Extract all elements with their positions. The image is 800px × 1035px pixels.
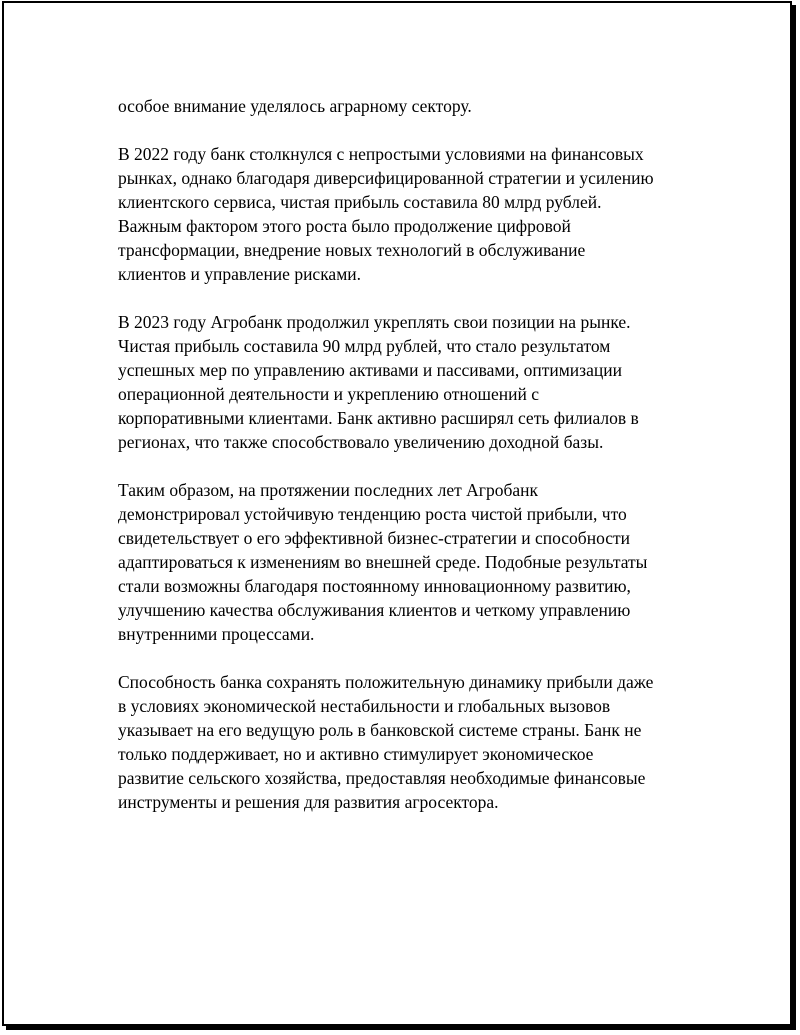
- text-line: Чистая прибыль составила 90 млрд рублей, что стало результатом: [118, 336, 611, 356]
- text-line: в условиях экономической нестабильности и глобальных вызовов: [118, 696, 611, 716]
- paragraph-2: [118, 142, 698, 286]
- text-line: указывает на его ведущую роль в банковской системе страны. Банк не: [118, 720, 642, 740]
- text-line: успешных мер по управлению активами и пассивами, оптимизации: [118, 360, 622, 380]
- text-line: адаптироваться к изменениям во внешней среде. Подобные результаты: [118, 552, 648, 572]
- text-line: корпоративными клиентами. Банк активно расширял сеть филиалов в: [118, 408, 639, 428]
- text-line: только поддерживает, но и активно стимулирует экономическое: [118, 744, 594, 764]
- document-body: [118, 94, 698, 838]
- paragraph-4: [118, 478, 698, 646]
- text-line: Важным фактором этого роста было продолжение цифровой: [118, 216, 571, 236]
- text-line: демонстрировал устойчивую тенденцию роста чистой прибыли, что: [118, 504, 627, 524]
- paragraph-5: [118, 670, 698, 814]
- text-line: стали возможны благодаря постоянному инновационному развитию,: [118, 576, 631, 596]
- paragraph-1: [118, 94, 698, 118]
- text-line: клиентского сервиса, чистая прибыль составила 80 млрд рублей.: [118, 192, 602, 212]
- text-line: операционной деятельности и укреплению отношений с: [118, 384, 539, 404]
- text-line: внутренними процессами.: [118, 624, 315, 644]
- text-line: улучшению качества обслуживания клиентов и четкому управлению: [118, 600, 631, 620]
- paragraph-3: [118, 310, 698, 454]
- text-line: В 2022 году банк столкнулся с непростыми условиями на финансовых: [118, 144, 644, 164]
- text-line: рынках, однако благодаря диверсифицированной стратегии и усилению: [118, 168, 654, 188]
- text-line: Таким образом, на протяжении последних лет Агробанк: [118, 480, 538, 500]
- text-line: развитие сельского хозяйства, предоставляя необходимые финансовые: [118, 768, 646, 788]
- text-line: трансформации, внедрение новых технологий в обслуживание: [118, 240, 586, 260]
- text-line: регионах, что также способствовало увеличению доходной базы.: [118, 432, 604, 452]
- text-line: В 2023 году Агробанк продолжил укреплять свои позиции на рынке.: [118, 312, 631, 332]
- text-line: особое внимание уделялось аграрному сектору.: [118, 96, 472, 116]
- text-line: клиентов и управление рисками.: [118, 264, 362, 284]
- text-line: Способность банка сохранять положительную динамику прибыли даже: [118, 672, 654, 692]
- text-line: свидетельствует о его эффективной бизнес-стратегии и способности: [118, 528, 631, 548]
- text-line: инструменты и решения для развития агросектора.: [118, 792, 499, 812]
